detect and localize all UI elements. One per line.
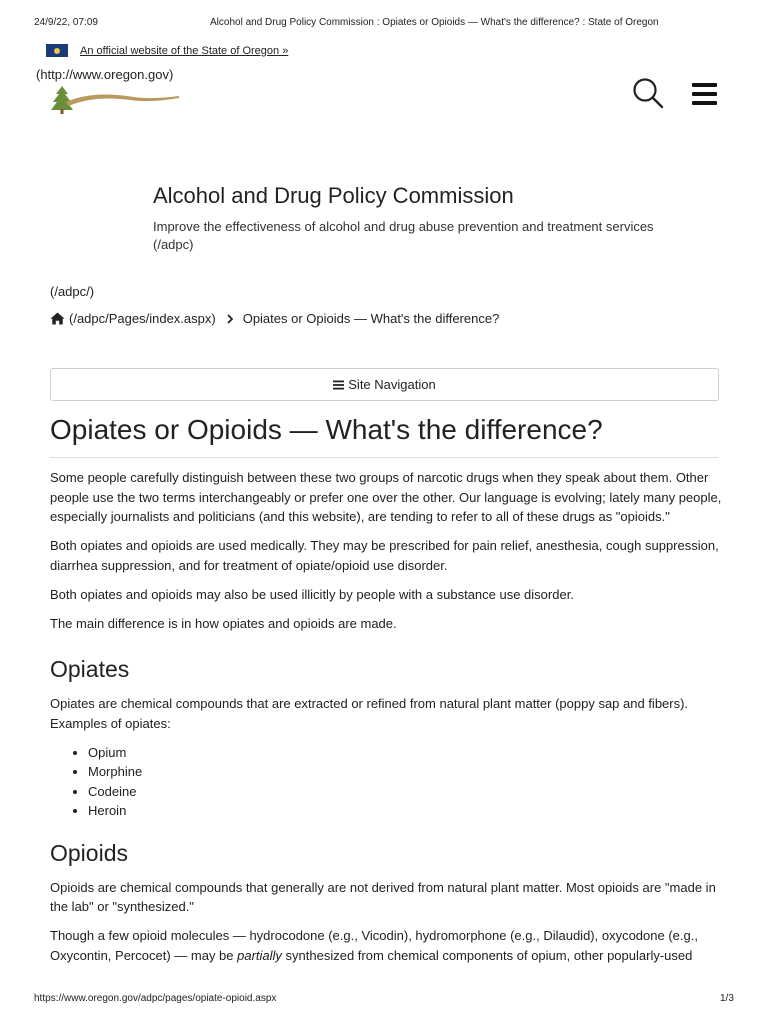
oregon-flag-icon (46, 44, 68, 57)
home-icon[interactable] (50, 312, 65, 325)
print-doc-title: Alcohol and Drug Policy Commission : Opiates or Opioids — What's the difference? : State of Oregon (210, 17, 659, 28)
site-navigation-button[interactable] (50, 368, 719, 401)
opioids-heading: Opioids (50, 839, 128, 866)
official-website-link[interactable]: An official website of the State of Oregon » (80, 44, 289, 57)
intro-paragraph-3: Both opiates and opioids may also be used illicitly by people with a substance use disorder. (50, 586, 574, 602)
official-banner (46, 44, 288, 57)
agency-tagline[interactable]: Improve the effectiveness of alcohol and drug abuse prevention and treatment services (/adpc) (153, 219, 654, 252)
page-cutoff (0, 986, 768, 1024)
agency-title[interactable]: Alcohol and Drug Policy Commission (153, 183, 514, 208)
opioids-paragraph-2-start: Though a few opioid molecules — hydrocodone (e.g., Vicodin), hydromorphone (e.g., Dilaudid), oxycodone (e.g., Oxycontin, Percocet) — may be (50, 928, 698, 963)
print-datetime: 24/9/22, 07:09 (34, 17, 98, 28)
intro-paragraph-4: The main difference is in how opiates and opioids are made. (50, 615, 397, 631)
oregon-logo-link[interactable]: (http://www.oregon.gov) (36, 67, 174, 82)
chevron-right-icon (227, 314, 233, 324)
title-divider (50, 457, 718, 458)
list-item: • Codeine (88, 782, 722, 802)
search-icon[interactable] (632, 77, 664, 109)
breadcrumb-home-link[interactable]: (/adpc/Pages/index.aspx) (69, 311, 216, 326)
opioids-paragraph: Opioids are chemical compounds that generally are not derived from natural plant matter. Most opioids are "made in the lab" or "synthesized." (50, 879, 716, 914)
bars-icon (333, 380, 344, 390)
opioids-paragraph-2 (50, 926, 722, 965)
print-page-number: 1/3 (720, 993, 734, 1004)
opiates-heading: Opiates (50, 656, 130, 682)
adpc-home-link[interactable]: (/adpc/) (50, 284, 95, 299)
intro-paragraph-1: Some people carefully distinguish between these two groups of narcotic drugs when they speak about them. Other people use the two terms interchangeably or prefer one over the other. Our language is evolving; lately many people, especially journalists and politicians (and this website), are tending to refer to all of these drugs as "opioids." (50, 470, 722, 524)
page-title: Opiates or Opioids — What's the difference? (50, 414, 603, 445)
list-item: • Heroin (88, 801, 722, 821)
list-item: • Morphine (88, 762, 722, 782)
partially-emphasis: partially (237, 947, 282, 963)
opioids-paragraph-2-end: synthesized from chemical components of opium, other popularly-used (281, 947, 693, 963)
oregon-tree-logo-icon[interactable] (44, 80, 179, 115)
hamburger-menu-icon[interactable] (692, 82, 717, 106)
main-content (50, 468, 722, 975)
print-footer-url: https://www.oregon.gov/adpc/pages/opiate-opioid.aspx (34, 993, 277, 1004)
site-navigation-label: Site Navigation (348, 377, 436, 392)
breadcrumb (50, 311, 499, 326)
intro-paragraph-2: Both opiates and opioids are used medically. They may be prescribed for pain relief, anesthesia, cough suppression, diarrhea suppression, and for treatment of opiate/opioid use disorder. (50, 538, 719, 573)
list-item: • Opium (88, 743, 722, 763)
opiates-paragraph: Opiates are chemical compounds that are extracted or refined from natural plant matter (poppy sap and fibers). Examples of opiates: (50, 696, 689, 731)
breadcrumb-current: Opiates or Opioids — What's the difference? (242, 311, 500, 326)
opiates-list (50, 743, 722, 821)
